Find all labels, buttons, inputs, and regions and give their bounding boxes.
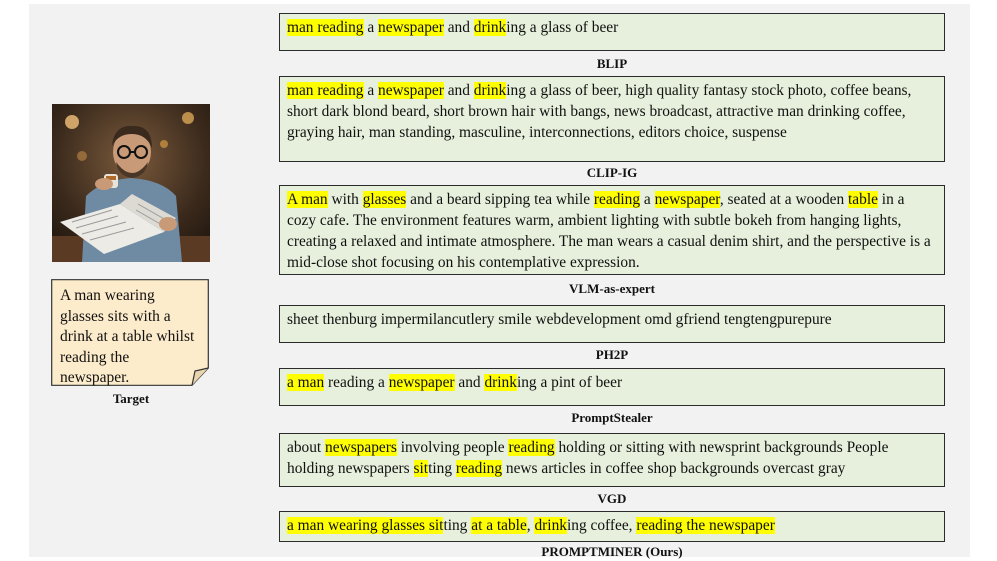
method-label-blip: BLIP xyxy=(596,56,628,71)
target-photo xyxy=(52,104,210,262)
text-segment: with xyxy=(327,191,363,208)
method-box-clip-ig xyxy=(279,76,945,162)
method-label-vlm-as-expert: VLM-as-expert xyxy=(569,281,655,296)
text-segment: ing coffee, xyxy=(566,517,637,534)
method-text xyxy=(287,191,931,271)
highlighted-phrase: a man wearing glasses sit xyxy=(287,517,444,534)
method-box-ph2p xyxy=(279,305,945,343)
highlighted-phrase: drink xyxy=(473,19,507,36)
highlighted-phrase: newspaper xyxy=(654,191,720,208)
highlighted-phrase: sit xyxy=(413,460,429,477)
highlighted-phrase: reading the newspaper xyxy=(636,517,775,534)
text-segment: and xyxy=(454,374,485,391)
target-label: Target xyxy=(112,391,150,406)
method-label-vgd: VGD xyxy=(597,491,627,506)
text-segment: and a beard sipping tea while xyxy=(406,191,594,208)
method-label-promptminer: PROMPTMINER (Ours) xyxy=(541,544,683,559)
highlighted-phrase: reading xyxy=(455,460,503,477)
text-segment: involving people xyxy=(396,439,509,456)
text-segment: reading a xyxy=(324,374,389,391)
text-segment: ing a glass of beer, high quality fantasy stock photo, coffee beans, short dark blond beard, short brown hair with bangs, news broadcast, attractive man drinking coffee, graying hair, man standing, masculine, interconnections, editors choice, suspense xyxy=(287,82,912,141)
target-caption-note xyxy=(51,279,209,386)
highlighted-phrase: drink xyxy=(484,374,517,391)
text-segment: , seated at a wooden xyxy=(719,191,849,208)
text-segment: in a cozy cafe. The environment features warm, ambient lighting with subtle bokeh from hanging lights, creating a relaxed and intimate atmosphere. The man wears a casual denim shirt, and the perspective is a mid-close shot focusing on his contemplative expression. xyxy=(287,191,931,271)
highlighted-phrase: man reading xyxy=(287,19,364,36)
highlighted-phrase: reading xyxy=(508,439,555,456)
text-segment: ing a glass of beer xyxy=(506,19,619,36)
method-label-clip-ig: CLIP-IG xyxy=(586,165,638,180)
method-text xyxy=(287,439,888,477)
highlighted-phrase: reading xyxy=(593,191,641,208)
method-text xyxy=(287,374,622,391)
text-segment: , xyxy=(526,517,535,534)
highlighted-phrase: table xyxy=(848,191,878,208)
highlighted-phrase: A man xyxy=(287,191,328,208)
method-label-promptstealer: PromptStealer xyxy=(571,410,653,425)
highlighted-phrase: newspaper xyxy=(378,19,444,36)
method-label-ph2p: PH2P xyxy=(595,347,629,362)
text-segment: ing a pint of beer xyxy=(516,374,623,391)
method-text xyxy=(287,517,775,534)
text-segment: sheet thenburg impermilancutlery smile webdevelopment omd gfriend tengtengpurepure xyxy=(287,311,832,328)
text-segment: a xyxy=(363,82,379,99)
text-segment: a xyxy=(640,191,655,208)
highlighted-phrase: newspaper xyxy=(378,82,444,99)
method-text xyxy=(287,82,911,141)
method-box-promptstealer xyxy=(279,368,945,406)
method-box-blip xyxy=(279,13,945,51)
text-segment: holding or sitting with newsprint backgrounds People holding newspapers xyxy=(287,439,889,477)
text-segment: and xyxy=(443,19,474,36)
text-segment: ting xyxy=(443,517,472,534)
man-reading-newspaper-image xyxy=(52,104,210,262)
highlighted-phrase: newspapers xyxy=(325,439,397,456)
highlighted-phrase: glasses xyxy=(362,191,407,208)
method-box-vlm-as-expert xyxy=(279,185,945,275)
highlighted-phrase: drink xyxy=(534,517,567,534)
method-box-promptminer xyxy=(279,511,945,542)
method-box-vgd xyxy=(279,433,945,487)
text-segment: ting xyxy=(428,460,456,477)
text-segment: news articles in coffee shop backgrounds overcast gray xyxy=(502,460,846,477)
highlighted-phrase: newspaper xyxy=(388,374,455,391)
text-segment: a xyxy=(363,19,379,36)
highlighted-phrase: at a table xyxy=(471,517,527,534)
highlighted-phrase: a man xyxy=(287,374,325,391)
method-text xyxy=(287,311,832,328)
text-segment: about xyxy=(287,439,326,456)
highlighted-phrase: drink xyxy=(473,82,507,99)
method-text xyxy=(287,19,618,36)
target-caption-text: A man wearing glasses sits with a drink at a table whilst reading the newspaper. xyxy=(60,287,195,386)
highlighted-phrase: man reading xyxy=(287,82,364,99)
text-segment: and xyxy=(443,82,474,99)
